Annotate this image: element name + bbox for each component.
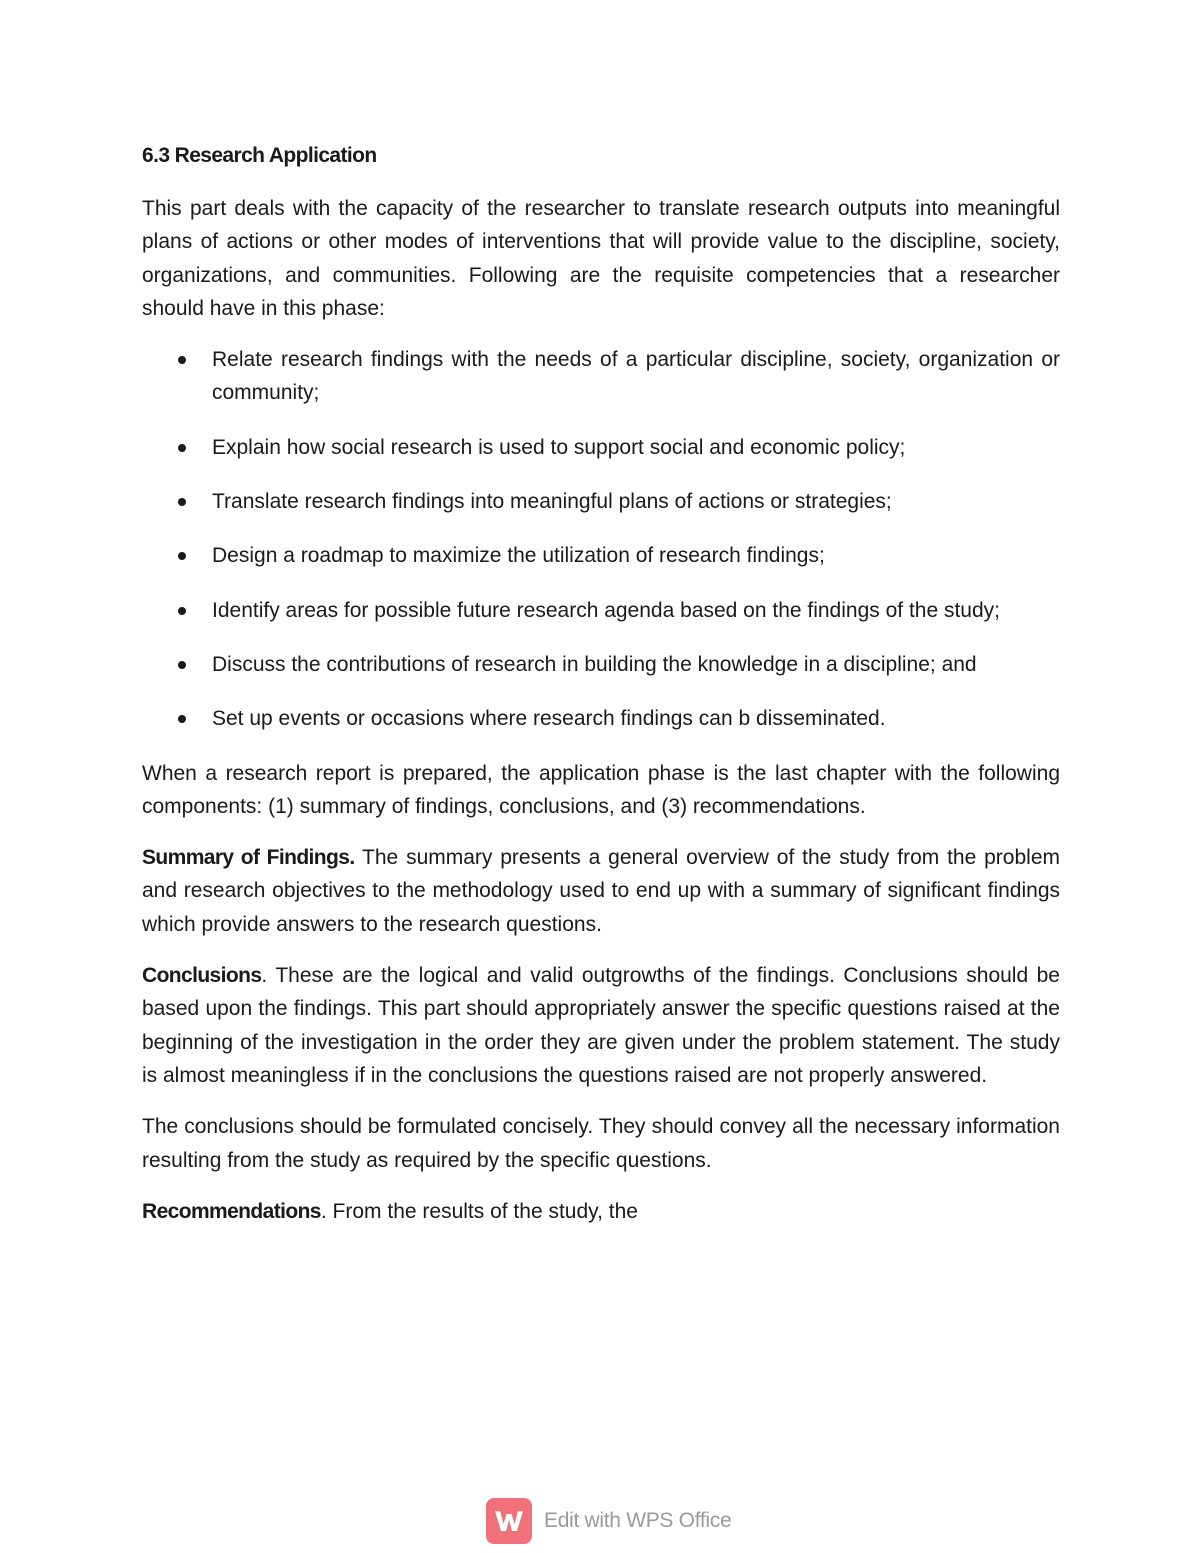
list-item: Relate research findings with the needs of a particular discipline, society, organization or community;: [212, 343, 1060, 410]
document-page: [142, 142, 1060, 1246]
conclusions-paragraph: [142, 959, 1060, 1092]
list-item: Discuss the contributions of research in building the knowledge in a discipline; and: [212, 648, 1060, 681]
list-item: Set up events or occasions where research findings can b disseminated.: [212, 702, 1060, 735]
list-item: Design a roadmap to maximize the utilization of research findings;: [212, 539, 1060, 572]
list-item: Identify areas for possible future research agenda based on the findings of the study;: [212, 594, 1060, 627]
summary-text: The summary presents a general overview of the study from the problem and research objectives to the methodology used to end up with a summary of significant findings which provide answers to the research questions.: [142, 846, 1060, 936]
conclusions-lead: Conclusions: [142, 964, 262, 988]
report-paragraph: When a research report is prepared, the application phase is the last chapter with the following components: (1) summary of findings, conclusions, and (3) recommendations.: [142, 761, 1060, 818]
list-item: Translate research findings into meaningful plans of actions or strategies;: [212, 485, 1060, 518]
recommendations-lead: Recommendations: [142, 1199, 321, 1223]
wps-edit-link[interactable]: [486, 1497, 731, 1545]
conclusions-followup-paragraph: The conclusions should be formulated concisely. They should convey all the necessary information resulting from the study as required by the specific questions.: [142, 1115, 1060, 1172]
summary-lead: Summary of Findings.: [142, 846, 355, 870]
intro-paragraph: This part deals with the capacity of the researcher to translate research outputs into meaningful plans of actions or other modes of interventions that will provide value to the discipline, society, organizations, and communities. Following are the requisite competencies that a researcher should have in this phase:: [142, 197, 1060, 320]
wps-edit-label: Edit with WPS Office: [544, 1509, 732, 1532]
list-item: Explain how social research is used to support social and economic policy;: [212, 431, 1060, 464]
recommendations-text: . From the results of the study, the: [320, 1199, 638, 1223]
conclusions-text: . These are the logical and valid outgrowths of the findings. Conclusions should be based upon the findings. This part should appropriately answer the specific questions raised at the beginning of the investigation in the order they are given under the problem statement. The study is almost meaningless if in the conclusions the questions raised are not properly answered.: [142, 964, 1060, 1087]
summary-paragraph: [142, 841, 1060, 941]
competency-list: [142, 343, 1060, 735]
recommendations-paragraph: [142, 1195, 1060, 1228]
section-heading: 6.3 Research Application: [142, 144, 377, 167]
wps-logo-icon: [486, 1498, 532, 1544]
